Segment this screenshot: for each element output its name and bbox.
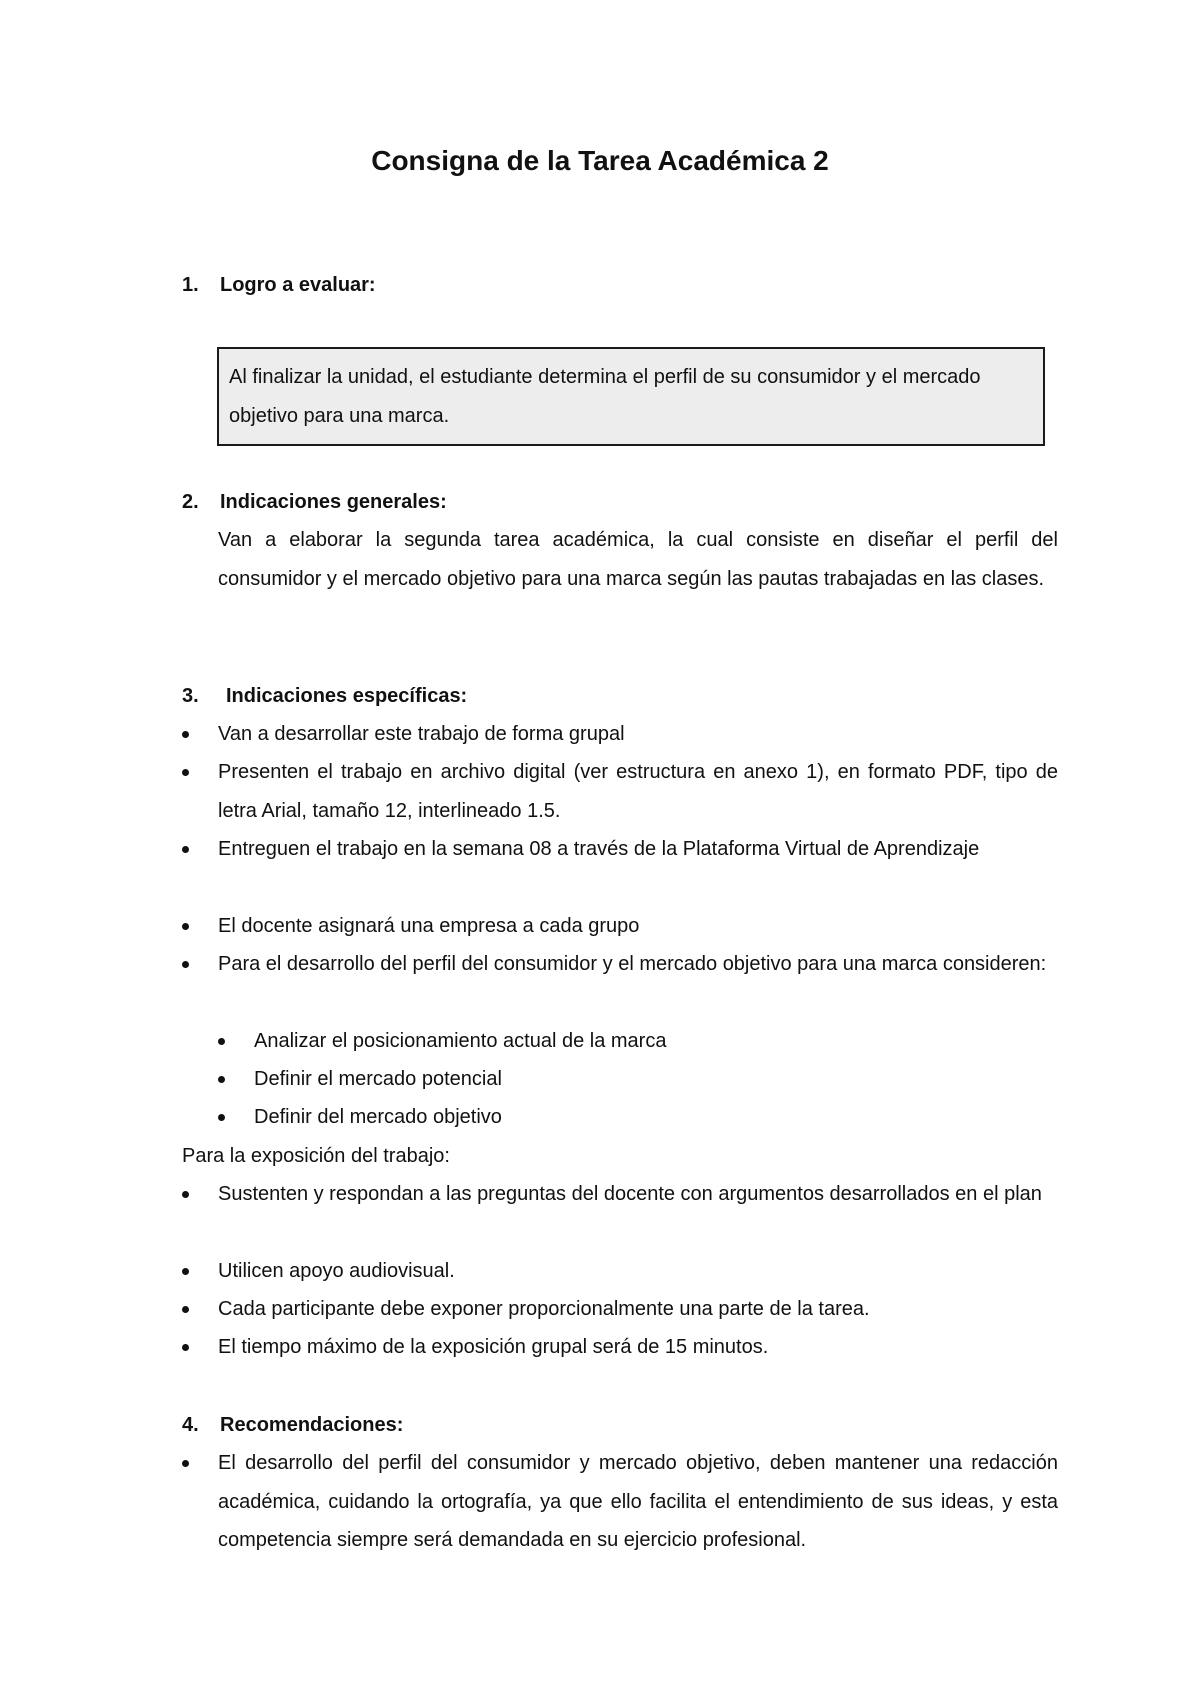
- list-item: [182, 830, 1058, 869]
- section-title: Indicaciones generales:: [220, 491, 447, 513]
- section-number: 4.: [182, 1414, 199, 1436]
- bullet-icon: [182, 1460, 189, 1467]
- list-item-text: Cada participante debe exponer proporcionalmente una parte de la tarea.: [218, 1298, 870, 1320]
- list-item: [182, 1175, 1058, 1214]
- list-item: [182, 945, 1058, 984]
- list-item-text: Definir el mercado potencial: [254, 1068, 502, 1090]
- bullet-icon: [218, 1114, 225, 1121]
- generales-paragraph: Van a elaborar la segunda tarea académica, la cual consiste en diseñar el perfil del consumidor y el mercado objetivo para una marca según las pautas trabajadas en las clases.: [218, 529, 1058, 590]
- bullet-icon: [182, 923, 189, 930]
- document-title: Consigna de la Tarea Académica 2: [371, 145, 829, 176]
- list-item-text: Para el desarrollo del perfil del consumidor y el mercado objetivo para una marca consideren:: [218, 953, 1047, 975]
- sub-list-item: [218, 1022, 1058, 1061]
- bullet-icon: [182, 961, 189, 968]
- section-title: Indicaciones específicas:: [226, 685, 468, 707]
- section-number: 1.: [182, 274, 199, 296]
- list-item-text: Entreguen el trabajo en la semana 08 a través de la Plataforma Virtual de Aprendizaje: [218, 838, 980, 860]
- list-item: [182, 1444, 1058, 1560]
- section-2-heading: [182, 489, 447, 515]
- list-item-text: Van a desarrollar este trabajo de forma grupal: [218, 723, 625, 745]
- bullet-icon: [182, 769, 189, 776]
- bullet-icon: [182, 1191, 189, 1198]
- section-title: Recomendaciones:: [220, 1414, 404, 1436]
- section-1-heading: [182, 272, 376, 298]
- bullet-icon: [182, 1344, 189, 1351]
- list-item: [182, 1290, 1058, 1329]
- sub-list-item: [218, 1060, 1058, 1099]
- list-item-text: Analizar el posicionamiento actual de la marca: [254, 1030, 667, 1052]
- logro-box: Al finalizar la unidad, el estudiante determina el perfil de su consumidor y el mercado objetivo para una marca.: [217, 347, 1045, 446]
- section-title: Logro a evaluar:: [220, 274, 376, 296]
- exposicion-label: Para la exposición del trabajo:: [182, 1145, 450, 1167]
- section-3-heading: [182, 683, 467, 709]
- sub-list-item: [218, 1098, 1058, 1137]
- list-item-text: Sustenten y respondan a las preguntas del docente con argumentos desarrollados en el plan: [218, 1183, 1042, 1205]
- list-item: [182, 1328, 1058, 1367]
- bullet-icon: [182, 846, 189, 853]
- list-item: [182, 715, 1058, 754]
- list-item-text: Utilicen apoyo audiovisual.: [218, 1260, 455, 1282]
- bullet-icon: [218, 1076, 225, 1083]
- list-item-text: Presenten el trabajo en archivo digital (ver estructura en anexo 1), en formato PDF, tipo de letra Arial, tamaño 12, interlineado 1.5.: [218, 761, 1058, 822]
- section-number: 3.: [182, 685, 199, 707]
- bullet-icon: [218, 1038, 225, 1045]
- list-item: [182, 1252, 1058, 1291]
- list-item-text: El tiempo máximo de la exposición grupal será de 15 minutos.: [218, 1336, 769, 1358]
- bullet-icon: [182, 731, 189, 738]
- list-item-text: El desarrollo del perfil del consumidor y mercado objetivo, deben mantener una redacción académica, cuidando la ortografía, ya que ello facilita el entendimiento de sus ideas, y esta competencia siempre será demandada en su ejercicio profesional.: [218, 1452, 1058, 1551]
- list-item-text: El docente asignará una empresa a cada grupo: [218, 915, 640, 937]
- section-number: 2.: [182, 491, 199, 513]
- list-item: [182, 907, 1058, 946]
- list-item-text: Definir del mercado objetivo: [254, 1106, 502, 1128]
- bullet-icon: [182, 1306, 189, 1313]
- bullet-icon: [182, 1268, 189, 1275]
- list-item: [182, 753, 1058, 830]
- section-4-heading: [182, 1412, 403, 1438]
